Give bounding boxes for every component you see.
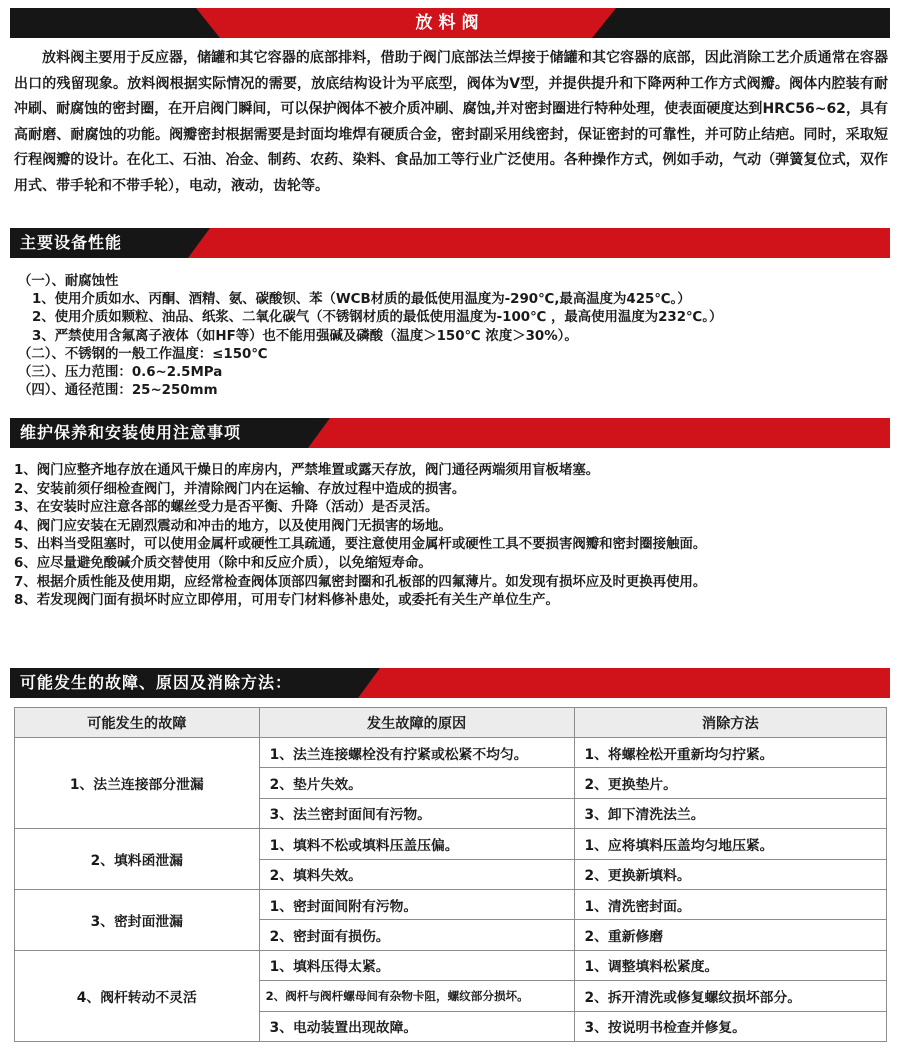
fix-cell: 2、更换新填料。 bbox=[574, 859, 886, 889]
cause-cell: 1、法兰连接螺栓没有拧紧或松紧不均匀。 bbox=[259, 738, 574, 768]
intro-paragraph: 放料阀主要用于反应器，储罐和其它容器的底部排料，借助于阀门底部法兰焊接于储罐和其它容器的底部，因此消除工艺介质通常在容器出口的残留现象。放料阀根据实际情况的需要，放底结构设计为平底型，阀体为V型，并提供提升和下降两种工作方式阀瓣。阀体内腔装有耐冲刷、耐腐蚀的密封圈，在开启阀门瞬间，可以保护阀体不被介质冲刷、腐蚀,并对密封圈进行特种处理，使表面硬度达到HRC56~62，具有高耐磨、耐腐蚀的功能。阀瓣密封根据需要是封面均堆焊有硬质合金，密封副采用线密封，保证密封的可靠性，并可防止结疤。同时，采取短行程阀瓣的设计。在化工、石油、冶金、制药、农药、染料、食品加工等行业广泛使用。各种操作方式，例如手动，气动（弹簧复位式，双作用式、带手轮和不带手轮），电动，液动，齿轮等。 bbox=[14, 50, 888, 194]
section-title: 可能发生的故障、原因及消除方法： bbox=[20, 673, 293, 692]
column-header: 消除方法 bbox=[574, 708, 886, 738]
table-row bbox=[15, 950, 887, 980]
fix-cell: 1、调整填料松紧度。 bbox=[574, 950, 886, 980]
cause-cell: 1、填料不松或填料压盖压偏。 bbox=[259, 829, 574, 859]
fix-cell: 2、重新修磨 bbox=[574, 920, 886, 950]
section-title: 维护保养和安装使用注意事项 bbox=[20, 423, 242, 442]
maintenance-item: 5、出料当受阻塞时，可以使用金属杆或硬性工具疏通，要注意使用金属杆或硬性工具不要损害阀瓣和密封圈接触面。 bbox=[14, 537, 707, 553]
fix-cell: 2、更换垫片。 bbox=[574, 768, 886, 798]
cause-cell: 3、法兰密封面间有污物。 bbox=[259, 798, 574, 828]
performance-line: 3、严禁使用含氟离子液体（如HF等）也不能用强碱及磷酸（温度＞150℃ 浓度＞30%）。 bbox=[32, 328, 578, 344]
section-title: 主要设备性能 bbox=[20, 233, 123, 252]
cause-cell: 1、密封面间附有污物。 bbox=[259, 889, 574, 919]
cause-cell: 1、填料压得太紧。 bbox=[259, 950, 574, 980]
section-header-performance bbox=[10, 228, 890, 258]
performance-line: （一）、耐腐蚀性 bbox=[18, 274, 119, 289]
cause-cell: 3、电动装置出现故障。 bbox=[259, 1011, 574, 1041]
page-title: 放料阀 bbox=[415, 13, 485, 33]
maintenance-item: 8、若发现阀门面有损坏时应立即停用，可用专门材料修补患处，或委托有关生产单位生产。 bbox=[14, 593, 559, 609]
performance-list bbox=[18, 273, 888, 400]
section-header-faults bbox=[10, 668, 890, 698]
table-row bbox=[15, 829, 887, 859]
maintenance-item: 6、应尽量避免酸碱介质交替使用（除中和反应介质），以免缩短寿命。 bbox=[14, 555, 432, 571]
performance-line: （四）、通径范围：25~250mm bbox=[18, 383, 218, 399]
maintenance-item: 7、根据介质性能及使用期，应经常检查阀体顶部四氟密封圈和孔板部的四氟薄片。如发现有损坏应及时更换再使用。 bbox=[14, 574, 707, 590]
maintenance-item: 1、阀门应整齐地存放在通风干燥日的库房内，严禁堆置或露天存放，阀门通径两端须用盲板堵塞。 bbox=[14, 463, 600, 478]
fault-cell: 3、密封面泄漏 bbox=[15, 889, 260, 950]
section-header-maintenance bbox=[10, 418, 890, 448]
title-bar bbox=[10, 8, 890, 38]
fault-cell: 2、填料函泄漏 bbox=[15, 829, 260, 890]
fix-cell: 1、清洗密封面。 bbox=[574, 889, 886, 919]
maintenance-list bbox=[14, 462, 888, 611]
cause-cell: 2、密封面有损伤。 bbox=[259, 920, 574, 950]
maintenance-item: 3、在安装时应注意各部的螺丝受力是否平衡、升降（活动）是否灵活。 bbox=[14, 500, 439, 516]
cause-cell: 2、垫片失效。 bbox=[259, 768, 574, 798]
performance-line: （二）、不锈钢的一般工作温度：≤150℃ bbox=[18, 346, 268, 362]
fix-cell: 1、应将填料压盖均匀地压紧。 bbox=[574, 829, 886, 859]
maintenance-item: 2、安装前须仔细检查阀门，并清除阀门内在运输、存放过程中造成的损害。 bbox=[14, 481, 466, 497]
fix-cell: 2、拆开清洗或修复螺纹损坏部分。 bbox=[574, 981, 886, 1011]
table-header-row bbox=[15, 708, 887, 738]
column-header: 发生故障的原因 bbox=[259, 708, 574, 738]
fault-cell: 4、阀杆转动不灵活 bbox=[15, 950, 260, 1041]
fix-cell: 3、卸下清洗法兰。 bbox=[574, 798, 886, 828]
performance-line: 1、使用介质如水、丙酮、酒精、氨、碳酸钡、苯（WCB材质的最低使用温度为-290℃,最高温度为425℃。） bbox=[32, 292, 691, 308]
table-row bbox=[15, 889, 887, 919]
cause-cell: 2、阀杆与阀杆螺母间有杂物卡阻，螺纹部分损坏。 bbox=[259, 981, 574, 1011]
table-row bbox=[15, 738, 887, 768]
performance-line: （三）、压力范围：0.6~2.5MPa bbox=[18, 365, 223, 381]
fault-cell: 1、法兰连接部分泄漏 bbox=[15, 738, 260, 829]
maintenance-item: 4、阀门应安装在无剧烈震动和冲击的地方，以及使用阀门无损害的场地。 bbox=[14, 518, 452, 534]
performance-line: 2、使用介质如颗粒、油品、纸浆、二氧化碳气（不锈钢材质的最低使用温度为-100℃ ，最高使用温度为232℃。） bbox=[32, 310, 723, 326]
column-header: 可能发生的故障 bbox=[15, 708, 260, 738]
fix-cell: 3、按说明书检查并修复。 bbox=[574, 1011, 886, 1041]
cause-cell: 2、填料失效。 bbox=[259, 859, 574, 889]
fix-cell: 1、将螺栓松开重新均匀拧紧。 bbox=[574, 738, 886, 768]
fault-table bbox=[14, 707, 887, 1042]
